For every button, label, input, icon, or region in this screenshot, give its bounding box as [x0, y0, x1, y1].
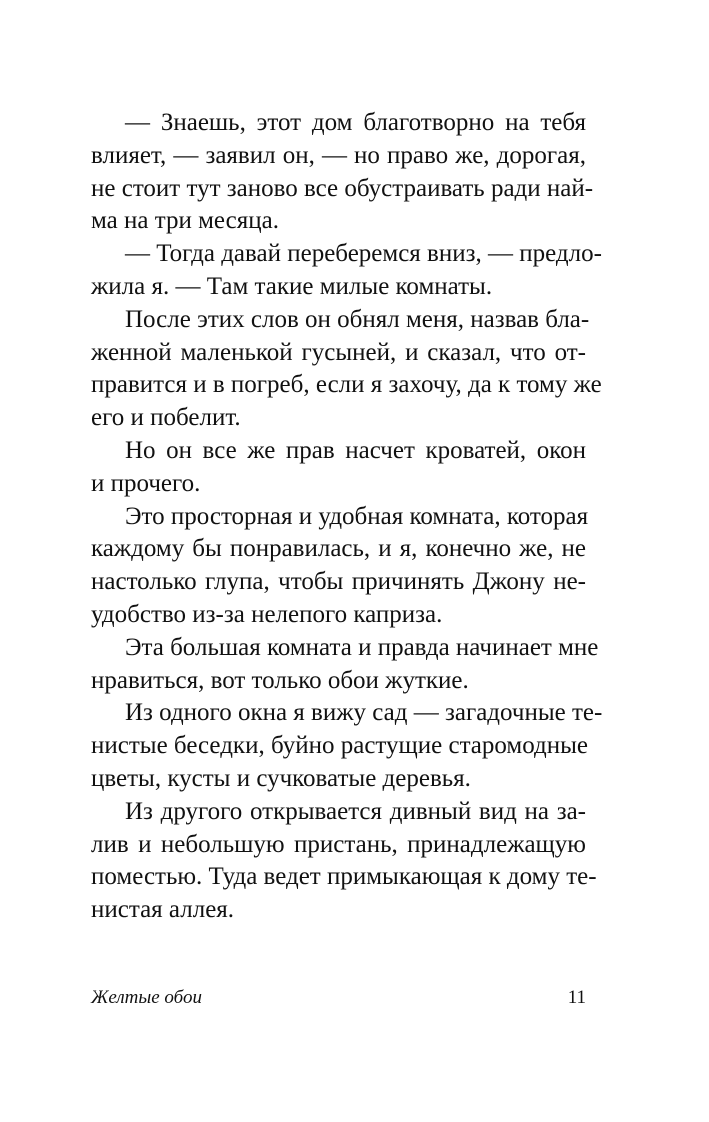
text-line: и прочего.: [91, 469, 201, 497]
text-line: Эта большая комната и правда начинает мне: [125, 633, 599, 661]
text-line: настолько глупа, чтобы причинять Джону не-: [91, 568, 586, 596]
text-line: нистые беседки, буйно растущие старомодные: [91, 732, 589, 760]
text-line: влияет, — заявил он, — но право же, дорогая,: [91, 141, 586, 169]
text-line: поместью. Туда ведет примыкающая к дому те-: [91, 863, 597, 891]
text-line: жила я. — Там такие милые комнаты.: [91, 272, 493, 300]
text-line: лив и небольшую пристань, принадлежащую: [91, 830, 586, 858]
text-line: его и побелит.: [91, 404, 241, 432]
page-number: 11: [567, 987, 586, 1008]
text-line: Из другого открывается дивный вид на за-: [125, 797, 586, 825]
running-title: Желтые обои: [91, 987, 202, 1008]
body-text: [91, 107, 603, 927]
text-line: Из одного окна я вижу сад — загадочные те-: [125, 699, 603, 727]
text-line: цветы, кусты и сучковатые деревья.: [91, 764, 471, 792]
text-line: Но он все же прав насчет кроватей, окон: [125, 436, 586, 464]
text-line: не стоит тут заново все обустраивать ради най-: [91, 174, 594, 202]
text-line: — Знаешь, этот дом благотворно на тебя: [125, 109, 586, 136]
text-line: После этих слов он обнял меня, назвав бла-: [125, 305, 590, 333]
text-line: — Тогда давай переберемся вниз, — предло-: [125, 240, 602, 268]
text-line: женной маленькой гусыней, и сказал, что от-: [91, 338, 586, 366]
text-line: правится и в погреб, если я захочу, да к тому же: [91, 371, 602, 399]
text-line: каждому бы понравилась, и я, конечно же, не: [91, 535, 586, 563]
text-line: нравиться, вот только обои жуткие.: [91, 666, 469, 694]
text-line: нистая аллея.: [91, 896, 235, 924]
text-line: Это просторная и удобная комната, которая: [125, 502, 589, 530]
text-line: ма на три месяца.: [91, 207, 279, 235]
text-line: удобство из-за нелепого каприза.: [91, 600, 443, 628]
